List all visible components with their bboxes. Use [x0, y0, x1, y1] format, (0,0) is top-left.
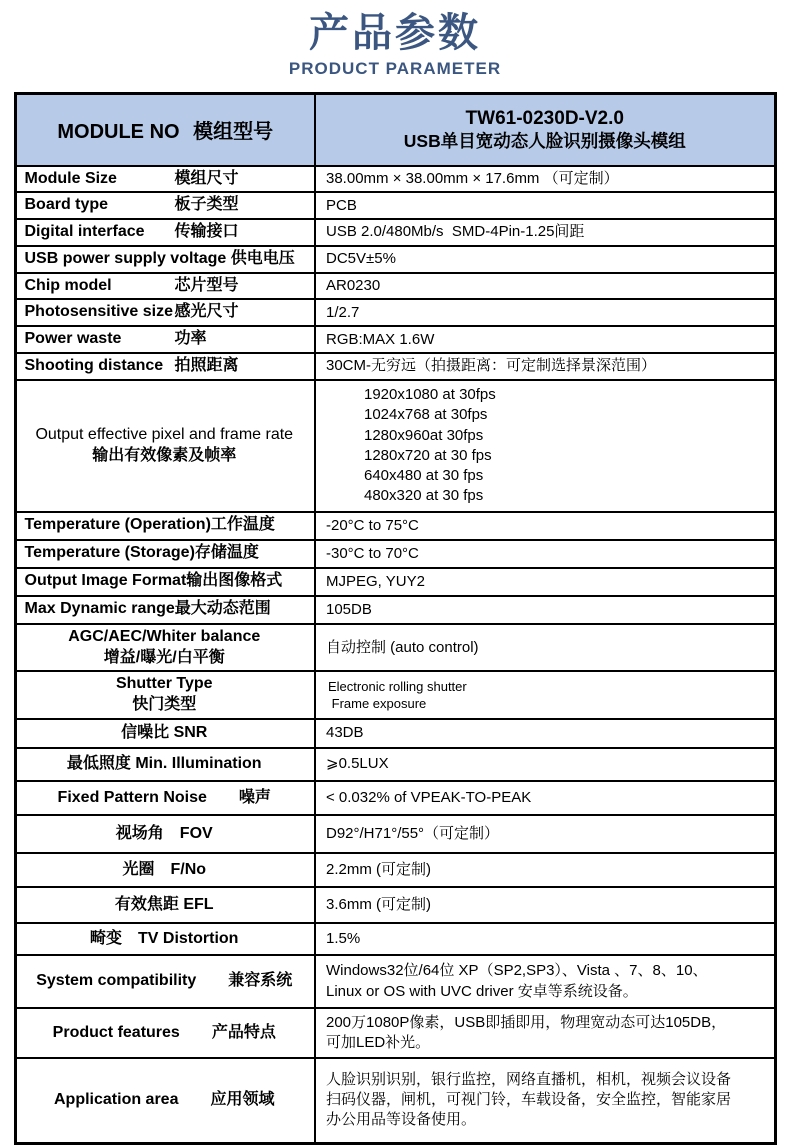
spec-value-cell [315, 273, 775, 300]
spec-label-line: 增益/曝光/白平衡 [103, 648, 225, 666]
spec-label-zh: 模组尺寸 [174, 169, 239, 187]
table-row [15, 192, 775, 219]
spec-value-cell [315, 353, 775, 380]
spec-label-cell [15, 719, 315, 748]
spec-label-zh: 板子类型 [174, 196, 239, 214]
spec-value-line: 105DB [326, 600, 372, 618]
page-header [0, 0, 790, 79]
spec-value-line: 1920x1080 at 30fps [364, 386, 496, 404]
spec-value-line: PCB [326, 196, 357, 214]
spec-value-line: 人脸识别识别，银行监控，网络直播机，相机，视频会议设备 [326, 1070, 732, 1088]
table-row [15, 299, 775, 326]
spec-label-en: Photosensitive size [24, 303, 173, 321]
module-model: TW61-0230D-V2.0 [465, 107, 624, 129]
spec-value-line: Windows32位/64位 XP（SP2,SP3）、Vista 、7、8、10、 [326, 962, 708, 980]
spec-value-cell [315, 568, 775, 596]
spec-label-cell [15, 192, 315, 219]
spec-value-cell [315, 719, 775, 748]
spec-label-en: Board type [24, 196, 109, 214]
spec-value-line: 办公用品等设备使用。 [326, 1111, 477, 1129]
table-row [15, 596, 775, 624]
spec-label-en: Temperature (Storage) [24, 544, 195, 562]
spec-value-cell [315, 246, 775, 273]
spec-value-line: 1024x768 at 30fps [364, 406, 488, 424]
spec-label-en: Power waste [24, 330, 122, 348]
spec-value-line: 200万1080P像素，USB即插即用，物理宽动态可达105DB， [326, 1013, 727, 1031]
spec-value-line: -30°C to 70°C [326, 544, 419, 562]
spec-label-line: 畸变 TV Distortion [90, 929, 239, 947]
spec-value-line: 640x480 at 30 fps [364, 467, 484, 485]
spec-label-cell [15, 512, 315, 540]
spec-label-en: Digital interface [24, 223, 145, 241]
spec-label-line: 快门类型 [132, 696, 197, 714]
spec-value-line: 3.6mm (可定制) [326, 895, 432, 913]
spec-table-header [15, 94, 775, 166]
spec-label-cell [15, 568, 315, 596]
module-no-label-en: MODULE NO [57, 121, 180, 144]
spec-label-zh: 供电电压 [230, 249, 295, 267]
spec-label-zh: 拍照距离 [174, 357, 239, 375]
module-no-label-zh: 模组型号 [193, 121, 274, 144]
spec-value-cell [315, 299, 775, 326]
spec-value-cell [315, 815, 775, 853]
spec-label-en: Shooting distance [24, 357, 164, 375]
spec-label-en: Module Size [24, 169, 117, 187]
spec-value-line: D92°/H71°/55°（可定制） [326, 824, 500, 842]
spec-label-cell [15, 299, 315, 326]
module-subtitle: USB单目宽动态人脸识别摄像头模组 [403, 130, 686, 151]
spec-value-line: 38.00mm × 38.00mm × 17.6mm （可定制） [326, 169, 619, 187]
spec-table [14, 92, 777, 1145]
table-row [15, 853, 775, 887]
table-row [15, 219, 775, 246]
spec-label-cell [15, 923, 315, 955]
spec-value-cell [315, 923, 775, 955]
spec-label-en: Max Dynamic range [24, 600, 175, 618]
table-row [15, 887, 775, 923]
spec-label-cell [15, 219, 315, 246]
table-header-row [15, 94, 775, 166]
table-row [15, 719, 775, 748]
spec-label-cell [15, 1058, 315, 1143]
spec-label-line: 视场角 FOV [115, 824, 213, 842]
spec-label-en: Chip model [24, 276, 112, 294]
module-model-header [315, 94, 775, 166]
table-row [15, 748, 775, 781]
table-row [15, 326, 775, 353]
spec-label-line: Application area 应用领域 [54, 1090, 275, 1108]
spec-label-cell [15, 273, 315, 300]
spec-label-cell [15, 887, 315, 923]
spec-value-cell [315, 671, 775, 719]
spec-value-cell [315, 955, 775, 1008]
spec-label-line: System compatibility 兼容系统 [36, 972, 293, 990]
spec-label-line: 光圈 F/No [122, 860, 207, 878]
spec-value-line: ⩾0.5LUX [326, 755, 389, 773]
spec-value-cell [315, 624, 775, 672]
spec-value-line: 43DB [326, 724, 364, 742]
spec-label-line: 最低照度 Min. Illumination [66, 755, 262, 773]
spec-value-line: Linux or OS with UVC driver 安卓等系统设备。 [326, 982, 638, 1000]
spec-value-cell [315, 781, 775, 815]
spec-label-cell [15, 596, 315, 624]
table-row [15, 781, 775, 815]
spec-label-line: Fixed Pattern Noise 噪声 [57, 788, 271, 806]
page-subtitle: PRODUCT PARAMETER [288, 59, 502, 78]
spec-label-cell [15, 671, 315, 719]
spec-value-line: Frame exposure [328, 696, 427, 712]
spec-value-cell [315, 1058, 775, 1143]
spec-value-cell [315, 219, 775, 246]
spec-value-cell [315, 596, 775, 624]
spec-value-line: 可加LED补光。 [326, 1034, 431, 1052]
spec-value-line: 扫码仪器，闸机，可视门铃，车载设备，安全监控，智能家居 [326, 1091, 732, 1109]
table-row [15, 624, 775, 672]
spec-label-line: 信噪比 SNR [121, 724, 208, 742]
spec-value-line: < 0.032% of VPEAK-TO-PEAK [326, 788, 532, 806]
table-row [15, 273, 775, 300]
table-row [15, 568, 775, 596]
spec-label-line: Product features 产品特点 [52, 1023, 276, 1041]
spec-label-zh: 工作温度 [210, 516, 275, 534]
spec-value-cell [315, 166, 775, 193]
table-row [15, 166, 775, 193]
spec-label-cell [15, 1008, 315, 1058]
spec-label-en: Temperature (Operation) [24, 516, 211, 534]
spec-value-line: AR0230 [326, 276, 381, 294]
spec-label-cell [15, 540, 315, 568]
table-row [15, 540, 775, 568]
spec-label-cell [15, 624, 315, 672]
spec-label-cell [15, 166, 315, 193]
table-row [15, 1058, 775, 1143]
spec-label-line: Output effective pixel and frame rate [35, 426, 294, 444]
table-row [15, 923, 775, 955]
spec-value-line: 1/2.7 [326, 303, 360, 321]
spec-label-cell [15, 246, 315, 273]
spec-label-cell [15, 781, 315, 815]
spec-label-cell [15, 748, 315, 781]
spec-label-cell [15, 853, 315, 887]
spec-value-line: 1280x720 at 30 fps [364, 446, 492, 464]
spec-label-line: Shutter Type [115, 675, 213, 693]
spec-value-cell [315, 853, 775, 887]
table-row [15, 671, 775, 719]
spec-value-cell [315, 748, 775, 781]
spec-label-line: 输出有效像素及帧率 [92, 446, 237, 464]
spec-value-line: MJPEG, YUY2 [326, 572, 425, 590]
spec-value-cell [315, 512, 775, 540]
table-row [15, 512, 775, 540]
spec-value-line: 自动控制 (auto control) [326, 638, 479, 656]
spec-label-cell [15, 380, 315, 512]
spec-label-zh: 功率 [174, 330, 207, 348]
spec-value-cell [315, 540, 775, 568]
table-row [15, 955, 775, 1008]
module-no-header [15, 94, 315, 166]
page-title: 产品参数 [309, 11, 481, 55]
spec-label-cell [15, 955, 315, 1008]
spec-value-line: 2.2mm (可定制) [326, 860, 432, 878]
spec-value-line: RGB:MAX 1.6W [326, 330, 435, 348]
spec-label-zh: 最大动态范围 [174, 600, 271, 618]
table-row [15, 353, 775, 380]
spec-value-line: 30CM-无穷远（拍摄距离：可定制选择景深范围） [326, 357, 657, 375]
spec-value-line: 1.5% [326, 929, 361, 947]
table-row [15, 1008, 775, 1058]
spec-table-body [15, 166, 775, 1144]
spec-value-cell [315, 326, 775, 353]
spec-label-zh: 输出图像格式 [186, 572, 283, 590]
spec-label-zh: 传输接口 [174, 223, 239, 241]
spec-label-en: Output Image Format [24, 572, 187, 590]
spec-label-zh: 感光尺寸 [174, 303, 239, 321]
spec-label-en: USB power supply voltage [24, 249, 231, 267]
spec-value-line: DC5V±5% [326, 250, 396, 268]
spec-value-line: 1280x960at 30fps [364, 426, 484, 444]
spec-label-zh: 芯片型号 [174, 276, 239, 294]
spec-label-cell [15, 326, 315, 353]
spec-label-cell [15, 353, 315, 380]
spec-label-line: AGC/AEC/Whiter balance [68, 627, 261, 645]
table-row [15, 246, 775, 273]
spec-value-line: -20°C to 75°C [326, 516, 419, 534]
spec-value-cell [315, 192, 775, 219]
spec-label-line: 有效焦距 EFL [114, 895, 214, 913]
spec-value-line: 480x320 at 30 fps [364, 487, 484, 505]
spec-value-line: USB 2.0/480Mb/s SMD-4Pin-1.25间距 [326, 223, 585, 241]
spec-value-cell [315, 887, 775, 923]
spec-label-zh: 存储温度 [194, 544, 259, 562]
spec-value-line: Electronic rolling shutter [328, 678, 467, 694]
table-row [15, 380, 775, 512]
table-row [15, 815, 775, 853]
spec-label-cell [15, 815, 315, 853]
spec-value-cell [315, 1008, 775, 1058]
spec-value-cell [315, 380, 775, 512]
